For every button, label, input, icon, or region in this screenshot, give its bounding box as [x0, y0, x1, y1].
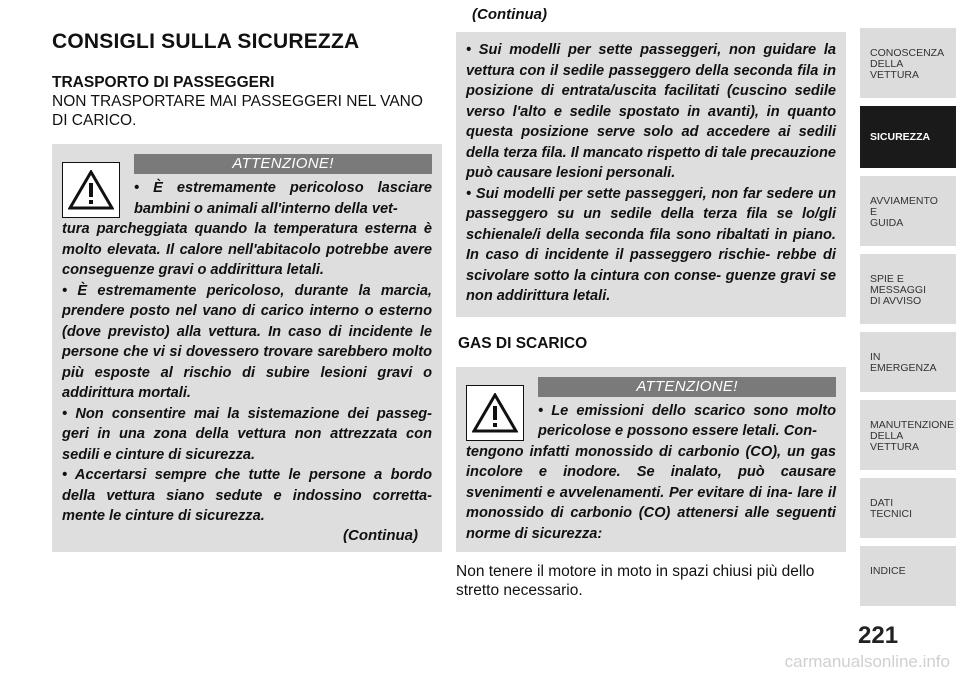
tab-label-line: SICUREZZA: [870, 130, 931, 143]
watermark: carmanualsonline.info: [784, 652, 950, 671]
tab-label-line: EMERGENZA: [870, 362, 937, 374]
tab-label-line: DATI: [870, 497, 894, 509]
continued-label-top: (Continua): [472, 6, 547, 23]
page-title: CONSIGLI SULLA SICUREZZA: [52, 30, 360, 53]
tab-conoscenza[interactable]: [860, 28, 956, 98]
left-column: [52, 28, 442, 552]
warning-bullet-1-rest: tura parcheggiata quando la temperatura esterna è molto elevata. Il calore nell'abitacolo potrebbe avere conseguenze gravi o addirittura letali.: [62, 221, 432, 278]
tab-label-line: MESSAGGI: [870, 284, 927, 296]
tab-indice[interactable]: [860, 546, 956, 606]
warning-label: ATTENZIONE!: [538, 377, 836, 397]
tab-emergenza[interactable]: [860, 332, 956, 392]
tab-label-line: E: [870, 206, 878, 218]
continuation-bullet-2: • Sui modelli per sette passeggeri, non far sedere un passeggero su un sedile della terza fila se lo/gli schienale/i della seconda fila sono ribaltati in piano. In caso di incidente il passeggero rischie- rebbe di scivolare sotto la cintura con conse- guenze gravi se non addirittura letali.: [466, 185, 836, 304]
warning-triangle-icon: [62, 162, 120, 218]
warning-bullet-4: • Accertarsi sempre che tutte le persone a bordo della vettura siano sedute e indossino corretta- mente le cinture di sicurezza.: [62, 467, 432, 524]
tab-label-line: SPIE E: [870, 273, 904, 285]
warning-box-passengers: [52, 144, 442, 552]
warning-bullet-1-top: • È estremamente pericoloso lasciare bambini o animali all'interno della vet-: [134, 180, 432, 217]
tab-spie[interactable]: [860, 254, 956, 324]
closing-paragraph: Non tenere il motore in moto in spazi chiusi più dello stretto necessario.: [456, 563, 815, 599]
right-column: [456, 6, 846, 600]
tab-manutenzione[interactable]: [860, 400, 956, 470]
continuation-bullet-1: • Sui modelli per sette passeggeri, non guidare la vettura con il sedile passeggero della seconda fila in posizione di entrata/uscita facilitati (cuscino sedile verso l'alto e sedile spostato in avanti), in quanto questa posizione serve solo ad accedere ai sedili della terza fila. Il mancato rispetto di tale precauzione può causare lesioni personali.: [466, 42, 836, 181]
warning-box-exhaust: [456, 367, 846, 553]
tab-label-line: DELLA: [870, 430, 904, 442]
tab-label-line: TECNICI: [870, 508, 912, 520]
tab-label-line: MANUTENZIONE: [870, 419, 954, 431]
chapter-sidebar: [860, 28, 956, 614]
intro-line-1: NON TRASPORTARE MAI PASSEGGERI NEL VANO: [52, 93, 423, 110]
section-subheading: TRASPORTO DI PASSEGGERI: [52, 74, 275, 91]
exhaust-bullet-top: • Le emissioni dello scarico sono molto pericolose e possono essere letali. Con-: [538, 402, 836, 439]
tab-label-line: IN: [870, 351, 881, 363]
tab-dati-tecnici[interactable]: [860, 478, 956, 538]
tab-label-line: CONOSCENZA: [870, 47, 945, 59]
tab-label-line: DELLA: [870, 58, 904, 70]
exhaust-bullet-rest: tengono infatti monossido di carbonio (CO), un gas incolore e inodore. Se inalato, può causare svenimenti e avvelenamenti. Per evitare di ina- lare il monossido di carbonio (CO) attenersi alle seguenti norme di sicurezza:: [466, 443, 836, 542]
continued-label: (Continua): [343, 526, 418, 544]
warning-bullet-2: • È estremamente pericoloso, durante la marcia, prendere posto nel vano di carico interno o esterno (dove previsto) alla vettura. In caso di incidente le persone che vi si dovessero trovare sarebbero molto più esposte al rischio di subire lesioni gravi o addirittura mortali.: [62, 282, 432, 401]
tab-label-line: DI AVVISO: [870, 295, 922, 307]
tab-avviamento[interactable]: [860, 176, 956, 246]
warning-continuation-box: [456, 32, 846, 317]
tab-label-line: VETTURA: [870, 69, 920, 81]
warning-triangle-icon: [466, 385, 524, 441]
tab-sicurezza[interactable]: [860, 106, 956, 168]
warning-bullet-3: • Non consentire mai la sistemazione dei passeg- geri in una zona della vettura non attrezzata con sedili e cinture di sicurezza.: [62, 405, 432, 463]
tab-label-line: INDICE: [870, 565, 906, 577]
tab-label-line: VETTURA: [870, 441, 920, 453]
section-heading-exhaust: GAS DI SCARICO: [458, 334, 588, 352]
page-number: 221: [858, 622, 899, 649]
tab-label-line: AVVIAMENTO: [870, 195, 938, 207]
intro-line-2: DI CARICO.: [52, 112, 137, 129]
warning-label: ATTENZIONE!: [134, 154, 432, 174]
tab-label-line: GUIDA: [870, 217, 904, 229]
